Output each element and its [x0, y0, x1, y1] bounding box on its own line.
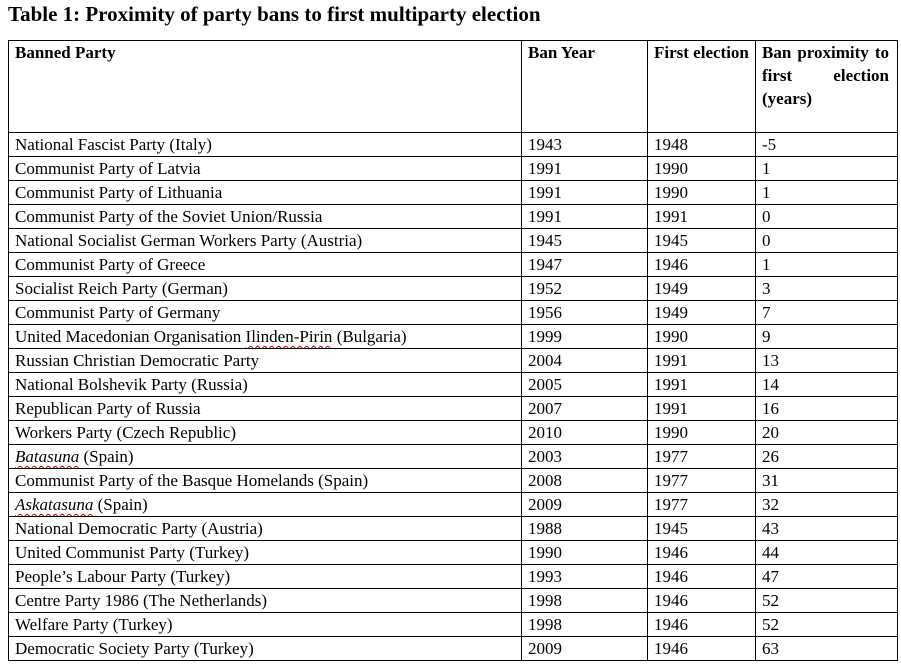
table-row	[9, 205, 898, 229]
cell-banned-party: United Communist Party (Turkey)	[9, 541, 522, 565]
cell-first-election: 1948	[648, 133, 756, 157]
table-row	[9, 133, 898, 157]
cell-first-election: 1945	[648, 229, 756, 253]
cell-first-election: 1946	[648, 541, 756, 565]
table-row	[9, 469, 898, 493]
table-row	[9, 229, 898, 253]
table-row	[9, 445, 898, 469]
party-name-flagged: Ilinden-Pirin	[245, 327, 333, 346]
cell-banned-party: Russian Christian Democratic Party	[9, 349, 522, 373]
cell-first-election: 1949	[648, 301, 756, 325]
cell-banned-party: Workers Party (Czech Republic)	[9, 421, 522, 445]
cell-first-election: 1946	[648, 637, 756, 661]
cell-ban-year: 1991	[522, 157, 648, 181]
cell-ban-year: 1991	[522, 181, 648, 205]
cell-ban-year: 1952	[522, 277, 648, 301]
cell-ban-year: 2008	[522, 469, 648, 493]
cell-ban-proximity: 9	[756, 325, 898, 349]
cell-banned-party: National Fascist Party (Italy)	[9, 133, 522, 157]
cell-first-election: 1946	[648, 565, 756, 589]
cell-ban-proximity: 20	[756, 421, 898, 445]
cell-ban-proximity: 16	[756, 397, 898, 421]
cell-ban-proximity: 1	[756, 253, 898, 277]
cell-banned-party: Socialist Reich Party (German)	[9, 277, 522, 301]
cell-ban-year: 1998	[522, 613, 648, 637]
cell-ban-year: 2009	[522, 493, 648, 517]
cell-ban-proximity: 14	[756, 373, 898, 397]
header-ban-proximity: Ban proximity to first election (years)	[756, 41, 898, 133]
party-name-suffix: (Spain)	[93, 495, 148, 514]
cell-ban-proximity: 44	[756, 541, 898, 565]
table-row	[9, 613, 898, 637]
cell-ban-year: 2007	[522, 397, 648, 421]
header-first-election: First election	[648, 41, 756, 133]
cell-ban-year: 2004	[522, 349, 648, 373]
cell-banned-party	[9, 445, 522, 469]
table-row	[9, 517, 898, 541]
cell-first-election: 1990	[648, 421, 756, 445]
cell-first-election: 1991	[648, 349, 756, 373]
table-body	[9, 133, 898, 661]
party-name-flagged: Batasuna	[15, 447, 80, 466]
cell-banned-party: National Democratic Party (Austria)	[9, 517, 522, 541]
cell-ban-year: 1999	[522, 325, 648, 349]
table-row	[9, 397, 898, 421]
cell-ban-proximity: 32	[756, 493, 898, 517]
cell-banned-party: Welfare Party (Turkey)	[9, 613, 522, 637]
cell-first-election: 1977	[648, 469, 756, 493]
cell-first-election: 1946	[648, 613, 756, 637]
cell-ban-proximity: -5	[756, 133, 898, 157]
cell-first-election: 1946	[648, 589, 756, 613]
cell-banned-party: Communist Party of Greece	[9, 253, 522, 277]
cell-ban-proximity: 47	[756, 565, 898, 589]
cell-ban-year: 1988	[522, 517, 648, 541]
cell-first-election: 1945	[648, 517, 756, 541]
cell-ban-proximity: 52	[756, 613, 898, 637]
party-name-suffix: (Bulgaria)	[332, 327, 407, 346]
cell-banned-party: People’s Labour Party (Turkey)	[9, 565, 522, 589]
cell-ban-proximity: 0	[756, 229, 898, 253]
party-bans-table	[8, 40, 898, 661]
cell-banned-party: National Bolshevik Party (Russia)	[9, 373, 522, 397]
cell-ban-year: 1990	[522, 541, 648, 565]
table-row	[9, 301, 898, 325]
table-row	[9, 277, 898, 301]
cell-banned-party: Communist Party of the Soviet Union/Russia	[9, 205, 522, 229]
cell-ban-year: 2005	[522, 373, 648, 397]
cell-first-election: 1990	[648, 157, 756, 181]
cell-banned-party: Communist Party of the Basque Homelands (Spain)	[9, 469, 522, 493]
table-title: Table 1: Proximity of party bans to first multiparty election	[8, 2, 541, 26]
cell-ban-year: 1947	[522, 253, 648, 277]
cell-ban-proximity: 3	[756, 277, 898, 301]
cell-ban-year: 1945	[522, 229, 648, 253]
table-row	[9, 325, 898, 349]
cell-banned-party: Communist Party of Lithuania	[9, 181, 522, 205]
cell-first-election: 1990	[648, 181, 756, 205]
cell-first-election: 1977	[648, 445, 756, 469]
cell-first-election: 1991	[648, 397, 756, 421]
cell-banned-party: Democratic Society Party (Turkey)	[9, 637, 522, 661]
party-name-suffix: (Spain)	[79, 447, 134, 466]
party-name-flagged: Askatasuna	[15, 495, 94, 514]
cell-ban-proximity: 13	[756, 349, 898, 373]
cell-banned-party: Communist Party of Latvia	[9, 157, 522, 181]
cell-ban-year: 2009	[522, 637, 648, 661]
cell-ban-proximity: 0	[756, 205, 898, 229]
cell-banned-party: National Socialist German Workers Party (Austria)	[9, 229, 522, 253]
cell-ban-proximity: 43	[756, 517, 898, 541]
cell-banned-party: Republican Party of Russia	[9, 397, 522, 421]
cell-ban-year: 1991	[522, 205, 648, 229]
cell-ban-year: 1993	[522, 565, 648, 589]
table-row	[9, 493, 898, 517]
cell-ban-proximity: 31	[756, 469, 898, 493]
table-row	[9, 541, 898, 565]
cell-ban-proximity: 63	[756, 637, 898, 661]
cell-banned-party: Communist Party of Germany	[9, 301, 522, 325]
header-ban-year: Ban Year	[522, 41, 648, 133]
table-row	[9, 565, 898, 589]
cell-ban-year: 1956	[522, 301, 648, 325]
cell-first-election: 1946	[648, 253, 756, 277]
cell-ban-proximity: 1	[756, 181, 898, 205]
table-row	[9, 349, 898, 373]
cell-first-election: 1949	[648, 277, 756, 301]
cell-ban-year: 1998	[522, 589, 648, 613]
table-row	[9, 421, 898, 445]
table-row	[9, 637, 898, 661]
cell-ban-year: 1943	[522, 133, 648, 157]
cell-first-election: 1990	[648, 325, 756, 349]
header-banned-party: Banned Party	[9, 41, 522, 133]
table-row	[9, 373, 898, 397]
cell-ban-proximity: 52	[756, 589, 898, 613]
table-row	[9, 181, 898, 205]
cell-first-election: 1991	[648, 205, 756, 229]
cell-ban-proximity: 1	[756, 157, 898, 181]
cell-ban-year: 2010	[522, 421, 648, 445]
cell-ban-year: 2003	[522, 445, 648, 469]
party-name-text: United Macedonian Organisation	[15, 327, 246, 346]
table-row	[9, 253, 898, 277]
cell-ban-proximity: 26	[756, 445, 898, 469]
cell-ban-proximity: 7	[756, 301, 898, 325]
table-row	[9, 157, 898, 181]
cell-first-election: 1991	[648, 373, 756, 397]
cell-banned-party	[9, 325, 522, 349]
cell-banned-party	[9, 493, 522, 517]
header-row	[9, 41, 898, 133]
cell-first-election: 1977	[648, 493, 756, 517]
cell-banned-party: Centre Party 1986 (The Netherlands)	[9, 589, 522, 613]
table-row	[9, 589, 898, 613]
